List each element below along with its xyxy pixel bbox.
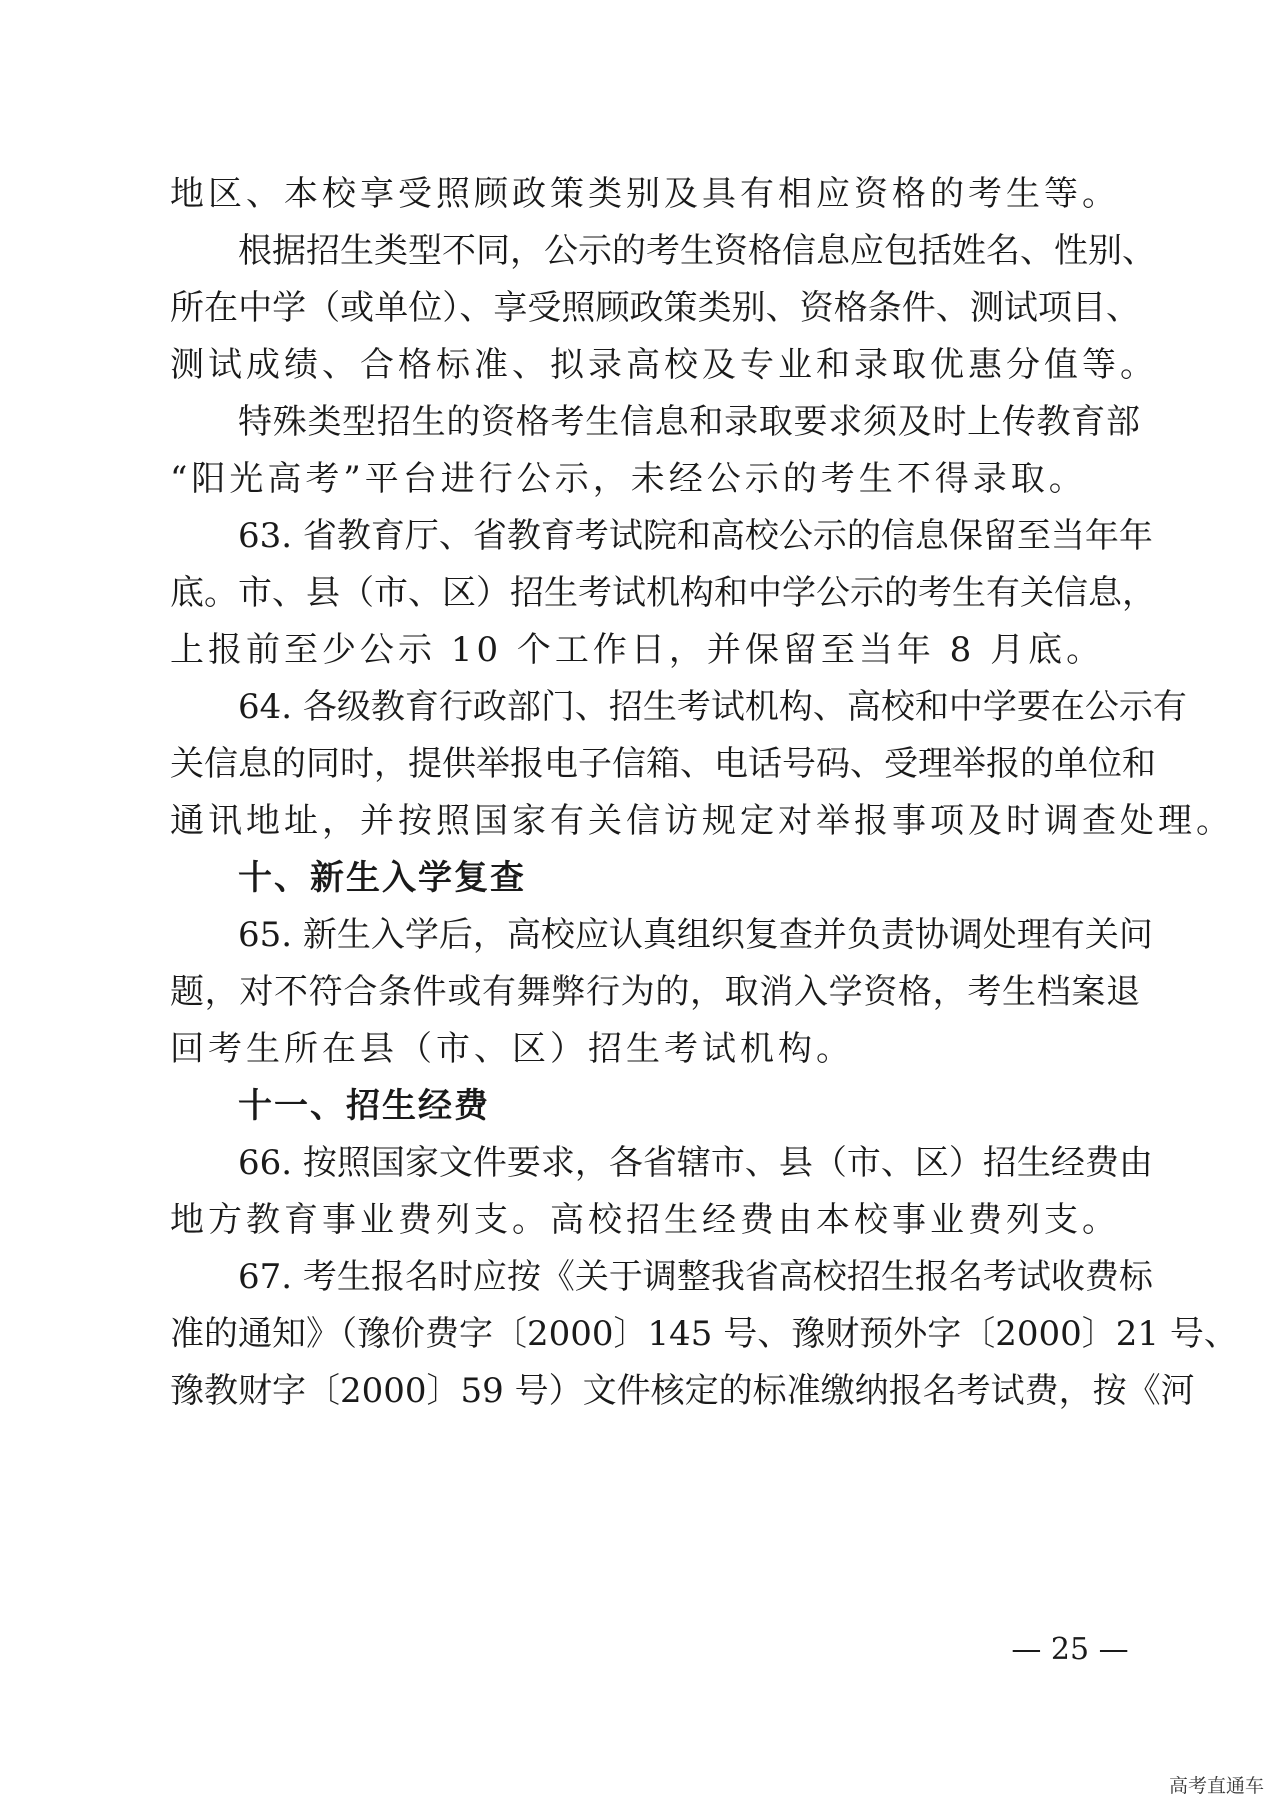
text-line: 上报前至少公示 10 个工作日，并保留至当年 8 月底。: [170, 630, 1105, 670]
text-line: 67. 考生报名时应按《关于调整我省高校招生报名考试收费标: [238, 1257, 1153, 1297]
text-line: 66. 按照国家文件要求，各省辖市、县（市、区）招生经费由: [238, 1143, 1153, 1183]
text-line: 准的通知》（豫价费字〔2000〕145 号、豫财预外字〔2000〕21 号、: [170, 1314, 1238, 1354]
section-heading: 十、新生入学复查: [238, 858, 526, 898]
text-line: 特殊类型招生的资格考生信息和录取要求须及时上传教育部: [238, 402, 1140, 442]
text-line: 根据招生类型不同，公示的考生资格信息应包括姓名、性别、: [238, 231, 1156, 271]
text-line: “阳光高考”平台进行公示，未经公示的考生不得录取。: [170, 459, 1087, 499]
text-line: 地区、本校享受照顾政策类别及具有相应资格的考生等。: [170, 174, 1120, 214]
text-line: 所在中学（或单位）、享受照顾政策类别、资格条件、测试项目、: [170, 288, 1140, 328]
text-line: 关信息的同时，提供举报电子信箱、电话号码、受理举报的单位和: [170, 744, 1156, 784]
text-line: 64. 各级教育行政部门、招生考试机构、高校和中学要在公示有: [238, 687, 1187, 727]
text-line: 测试成绩、合格标准、拟录高校及专业和录取优惠分值等。: [170, 345, 1158, 385]
watermark-text: 高考直通车: [1168, 1775, 1264, 1797]
text-line: 豫教财字〔2000〕59 号）文件核定的标准缴纳报名考试费，按《河: [170, 1371, 1195, 1411]
text-line: 65. 新生入学后，高校应认真组织复查并负责协调处理有关问: [238, 915, 1153, 955]
text-line: 底。市、县（市、区）招生考试机构和中学公示的考生有关信息，: [170, 573, 1156, 613]
section-heading: 十一、招生经费: [238, 1086, 490, 1126]
page-number: — 25 —: [1011, 1632, 1129, 1667]
text-line: 题，对不符合条件或有舞弊行为的，取消入学资格，考生档案退: [170, 972, 1140, 1012]
text-line: 回考生所在县（市、区）招生考试机构。: [170, 1029, 854, 1069]
text-line: 地方教育事业费列支。高校招生经费由本校事业费列支。: [170, 1200, 1120, 1240]
text-line: 通讯地址，并按照国家有关信访规定对举报事项及时调查处理。: [170, 801, 1234, 841]
text-line: 63. 省教育厅、省教育考试院和高校公示的信息保留至当年年: [238, 516, 1153, 556]
